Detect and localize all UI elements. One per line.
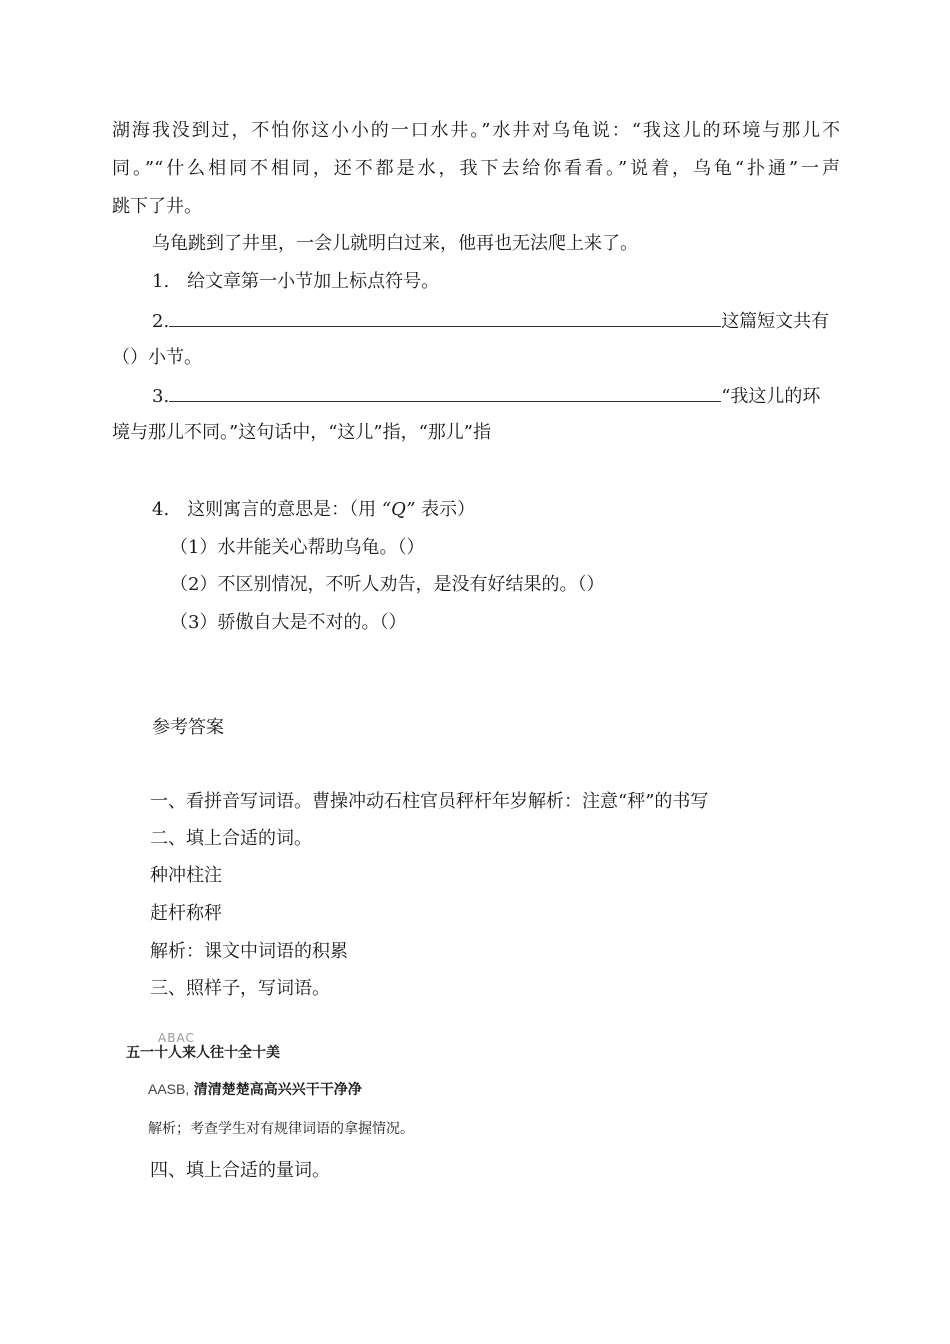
question-4-option-3: （3）骄傲自大是不对的。（） <box>170 612 407 633</box>
question-3-tail: “我这儿的环 <box>721 386 821 407</box>
answer-4: 四、填上合适的量词。 <box>150 1160 330 1181</box>
question-1: 1. 给文章第一小节加上标点符号。 <box>152 271 440 292</box>
question-4-option-1: （1）水井能关心帮助乌龟。（） <box>170 537 425 558</box>
question-2-blank <box>169 308 721 327</box>
question-3-continuation: 境与那儿不同。”这句话中，“这儿”指，“那儿”指 <box>112 422 492 443</box>
question-3 <box>152 383 820 409</box>
aasb-words: 清清楚楚高高兴兴干干净净 <box>193 1082 362 1098</box>
question-2-tail: 这篇短文共有 <box>721 311 830 332</box>
question-3-number: 3. <box>152 386 170 407</box>
abac-words: 五一十人来人往十全十美 <box>126 1045 280 1061</box>
question-2-continuation: （）小节。 <box>112 347 202 368</box>
question-3-blank <box>169 383 721 402</box>
question-2 <box>152 308 829 334</box>
aasb-row <box>148 1079 362 1100</box>
question-4-suffix: 表示） <box>421 499 476 520</box>
answer-3-note: 解析；考查学生对有规律词语的拿握情况。 <box>148 1121 414 1137</box>
story-line-2: 同。”“什么相同不相同，还不都是水，我下去给你看看。”说着，乌龟“扑通”一声 <box>112 158 840 179</box>
story-line-1: 湖海我没到过，不怕你这小小的一口水井。”水井对乌龟说：“我这儿的环境与那儿不 <box>112 120 840 141</box>
question-4-prefix: 4. 这则寓言的意思是：（用 <box>152 499 377 520</box>
answer-2: 二、填上合适的词。 <box>150 828 312 849</box>
story-line-4: 乌龟跳到了井里，一会儿就明白过来，他再也无法爬上来了。 <box>152 233 638 254</box>
abac-label: ABAC <box>158 1031 195 1045</box>
answer-2-line-1: 种冲柱注 <box>150 865 222 886</box>
answer-2-note: 解析：课文中词语的积累 <box>150 941 348 962</box>
answer-3: 三、照样子，写词语。 <box>150 978 330 999</box>
question-4-option-2: （2）不区别情况，不听人劝告，是没有好结果的。（） <box>170 574 605 595</box>
question-4-mark: “Q” <box>381 499 416 520</box>
answer-2-line-2: 赶杆称秤 <box>150 903 222 924</box>
question-2-number: 2. <box>152 311 170 332</box>
answer-1: 一、看拼音写词语。曹操冲动石柱官员秤杆年岁解析：注意“秤”的书写 <box>150 791 709 812</box>
answers-heading: 参考答案 <box>152 717 224 738</box>
question-4 <box>152 498 475 522</box>
aasb-label: AASB, <box>148 1081 190 1097</box>
story-line-3: 跳下了井。 <box>112 196 202 217</box>
